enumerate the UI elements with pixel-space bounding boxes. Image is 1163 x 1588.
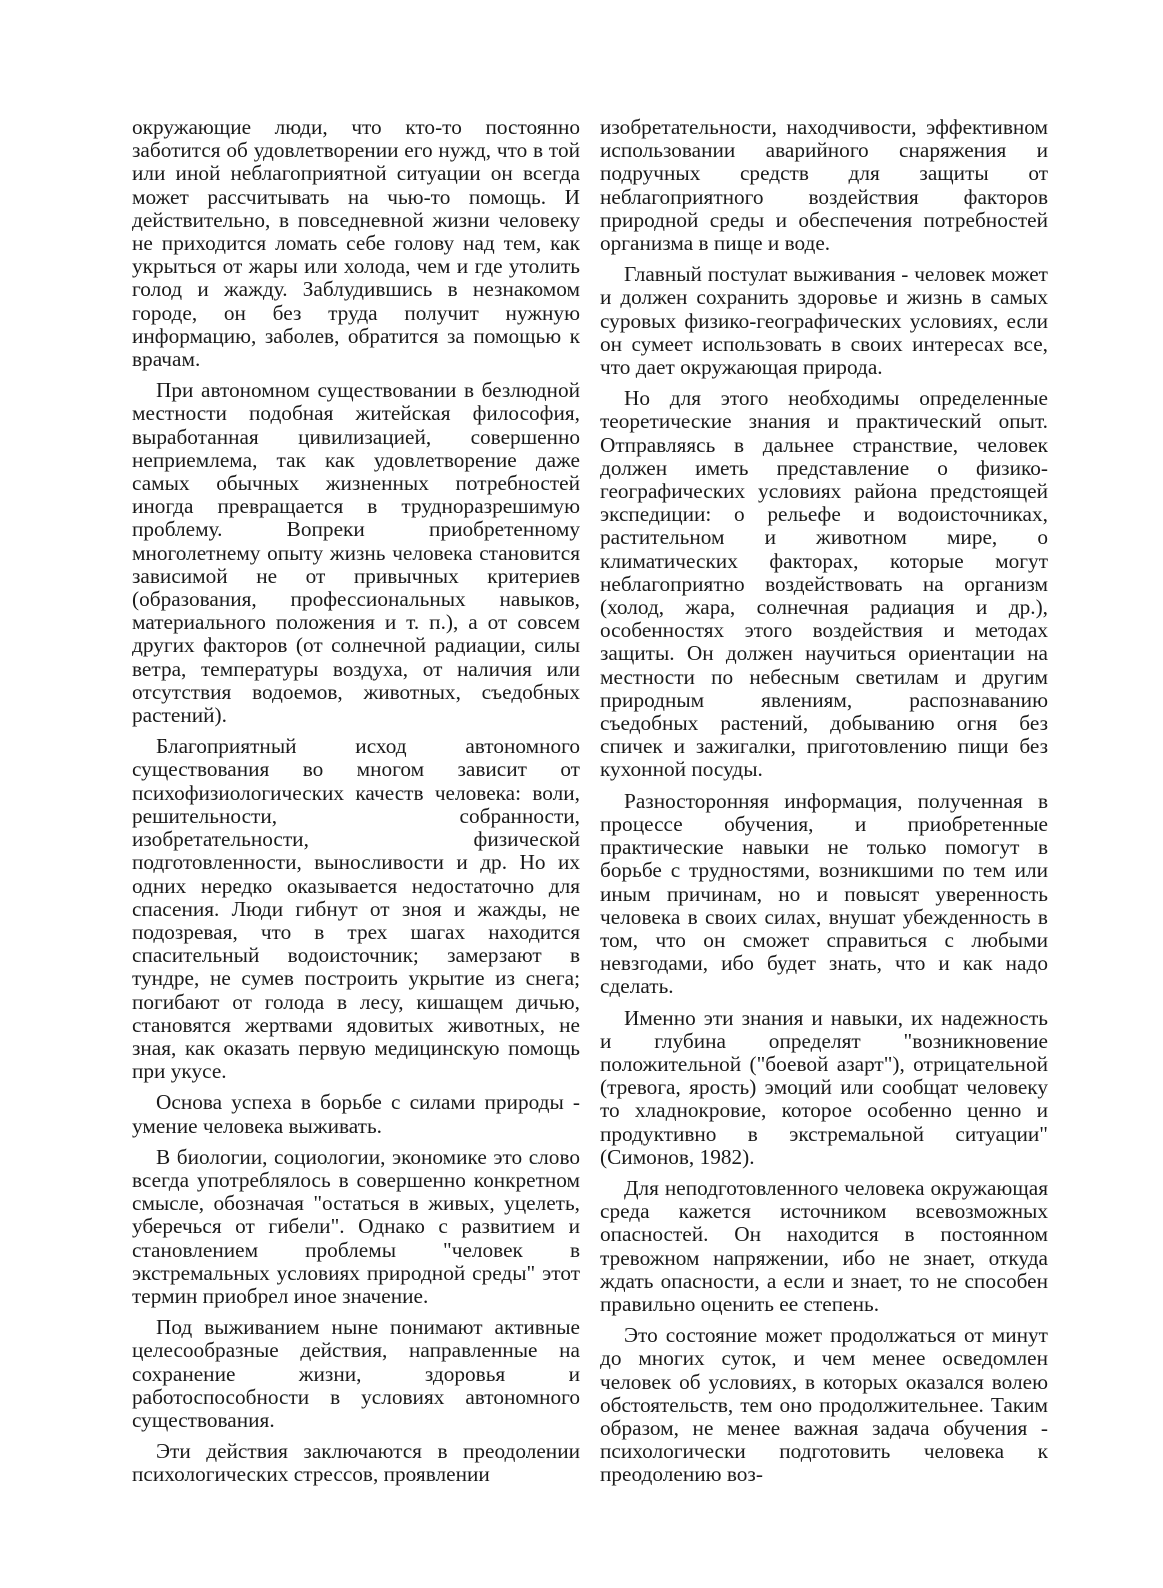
paragraph: Но для этого необходимы определенные теоретические знания и практический опыт. Отправляясь в дальнее странствие, человек должен иметь представление о физико-географических условиях района предстоящей экспедиции: о рельефе и водоисточниках, растительном и животном мире, о климатических факторах, которые могут неблагоприятно воздействовать на организм (холод, жара, солнечная радиация и др.), особенностях этого воздействия и методах защиты. Он должен научиться ориентации на местности по небесным светилам и другим природным явлениям, распознаванию съедобных растений, добыванию огня без спичек и зажигалки, приготовлению пищи без кухонной посуды. [600,386,1048,782]
paragraph: Это состояние может продолжаться от минут до многих суток, и чем менее осведомлен человек об условиях, в которых оказался волею обстоятельств, тем оно продолжительнее. Таким образом, не менее важная задача обучения - психологически подготовить человека к преодолению воз- [600,1323,1048,1487]
paragraph: При автономном существовании в безлюдной местности подобная житейская философия, выработанная цивилизацией, совершенно неприемлема, так как удовлетворение даже самых обычных жизненных потребностей иногда превращается в трудноразрешимую проблему. Вопреки приобретенному многолетнему опыту жизнь человека становится зависимой не от привычных критериев (образования, профессиональных навыков, материального положения и т. п.), а от совсем других факторов (от солнечной радиации, силы ветра, температуры воздуха, от наличия или отсутствия водоемов, животных, съедобных растений). [132,378,580,728]
paragraph: Разносторонняя информация, полученная в процессе обучения, и приобретенные практические навыки не только помогут в борьбе с трудностями, возникшими по тем или иным причинам, но и повысят уверенность человека в своих силах, внушат убежденность в том, что он сможет справиться с любыми невзгодами, ибо будет знать, что и как надо сделать. [600,788,1048,999]
paragraph: Главный постулат выживания - человек может и должен сохранить здоровье и жизнь в самых суровых физико-географических условиях, если он сумеет использовать в своих интересах все, что дает окружающая природа. [600,262,1048,380]
right-text-column [600,116,1048,1495]
paragraph: Благоприятный исход автономного существования во многом зависит от психофизиологических качеств человека: воли, решительности, собранности, изобретательности, физической подготовленности, выносливости и др. Но их одних нередко оказывается недостаточно для спасения. Люди гибнут от зноя и жажды, не подозревая, что в трех шагах находится спасительный водоисточник; замерзают в тундре, не сумев построить укрытие из снега; погибают от голода в лесу, кишащем дичью, становятся жертвами ядовитых животных, не зная, как оказать первую медицинскую помощь при укусе. [132,734,580,1084]
left-text-column [132,116,580,1495]
paragraph: изобретательности, находчивости, эффективном использовании аварийного снаряжения и подручных средств для защиты от неблагоприятного воздействия факторов природной среды и обеспечения потребностей организма в пище и воде. [600,115,1048,256]
paragraph: Для неподготовленного человека окружающая среда кажется источником всевозможных опасностей. Он находится в постоянном тревожном напряжении, ибо не знает, откуда ждать опасности, а если и знает, то не способен правильно оценить ее степень. [600,1175,1048,1316]
paragraph: Эти действия заключаются в преодолении психологических стрессов, проявлении [132,1439,580,1487]
paragraph: В биологии, социологии, экономике это слово всегда употреблялось в совершенно конкретном смысле, обозначая "остаться в живых, уцелеть, уберечься от гибели". Однако с развитием и становлением проблемы "человек в экстремальных условиях природной среды" этот термин приобрел иное значение. [132,1144,580,1308]
paragraph: окружающие люди, что кто-то постоянно заботится об удовлетворении его нужд, что в той или иной неблагоприятной ситуации он всегда может рассчитывать на чью-то помощь. И действительно, в повседневной жизни человеку не приходится ломать себе голову над тем, как укрыться от жары или холода, чем и где утолить голод и жажду. Заблудившись в незнакомом городе, он без труда получит нужную информацию, заболев, обратится за помощью к врачам. [132,115,580,372]
paragraph: Под выживанием ныне понимают активные целесообразные действия, направленные на сохранение жизни, здоровья и работоспособности в условиях автономного существования. [132,1315,580,1432]
paragraph: Основа успеха в борьбе с силами природы - умение человека выживать. [132,1090,580,1138]
paragraph: Именно эти знания и навыки, их надежность и глубина определят "возникновение положительной ("боевой азарт"), отрицательной (тревога, ярость) эмоций или сообщат человеку то хладнокровие, которое особенно ценно и продуктивно в экстремальной ситуации" (Симонов, 1982). [600,1005,1048,1169]
